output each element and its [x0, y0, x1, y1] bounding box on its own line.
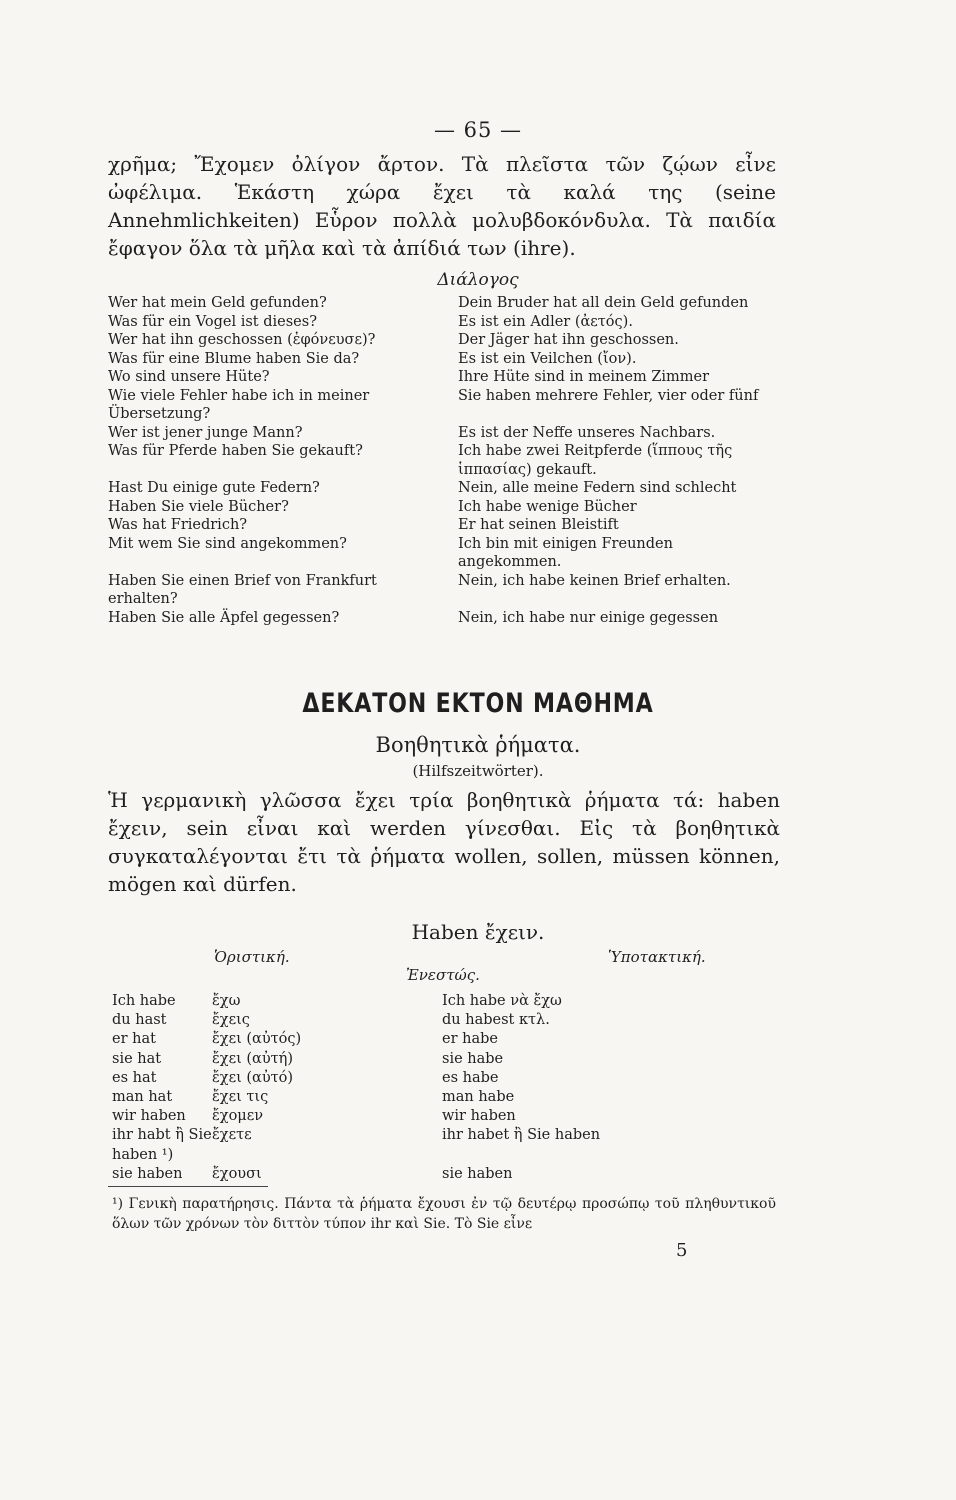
- dialogue-question: Was hat Friedrich?: [108, 517, 248, 533]
- dialogue-answer: Es ist ein Adler (ἀετός).: [458, 313, 633, 330]
- conjugation-row: [112, 1011, 752, 1030]
- indicative-heading: Ὁριστική.: [214, 948, 290, 966]
- conjugation-german: sie haben: [112, 1165, 183, 1182]
- conjugation-german: ihr habt ἢ Sie haben ¹): [112, 1127, 212, 1163]
- dialogue-answer: Nein, ich habe nur einige gegessen: [458, 609, 719, 626]
- subjunctive-heading: Ὑποτακτική.: [608, 948, 706, 966]
- dialogue-question: Wer ist jener junge Mann?: [108, 424, 303, 441]
- dialogue-answer: Es ist der Neffe unseres Nachbars.: [458, 424, 716, 441]
- conjugation-subjunctive: man habe: [442, 1089, 515, 1106]
- signature-mark: 5: [676, 1240, 688, 1261]
- conjugation-german: Ich habe: [112, 993, 176, 1009]
- conjugation-subjunctive: sie habe: [442, 1050, 504, 1067]
- dialogue-row: [108, 516, 776, 535]
- dialogue-question: Was für eine Blume haben Sie da?: [108, 350, 360, 367]
- conjugation-subjunctive: Ich habe νὰ ἔχω: [442, 993, 562, 1009]
- conjugation-row: [112, 1030, 752, 1049]
- conjugation-subjunctive: er habe: [442, 1031, 498, 1048]
- footnote-rule: [108, 1186, 268, 1187]
- conjugation-greek: ἔχω: [212, 993, 241, 1009]
- conjugation-german: du hast: [112, 1012, 167, 1029]
- dialogue-answer: Nein, ich habe keinen Brief erhalten.: [458, 572, 731, 589]
- dialogue-answer: Ihre Hüte sind in meinem Zimmer: [458, 369, 710, 385]
- conjugation-subjunctive: ihr habet ἢ Sie haben: [442, 1127, 601, 1144]
- dialogue-question: Wie viele Fehler habe ich in meiner Übersetzung?: [108, 387, 370, 422]
- dialogue-row: [108, 479, 776, 498]
- dialogue-row: [108, 387, 776, 424]
- dialogue-row: [108, 535, 776, 572]
- conjugation-subjunctive: wir haben: [442, 1108, 516, 1125]
- conjugation-greek: ἔχεις: [212, 1012, 250, 1029]
- conjugation-row: [112, 1126, 752, 1164]
- conjugation-german: sie hat: [112, 1050, 162, 1067]
- dialogue-row: [108, 331, 776, 350]
- conjugation-subjunctive: es habe: [442, 1069, 499, 1086]
- conjugation-row: [112, 1050, 752, 1069]
- conjugation-german: wir haben: [112, 1108, 186, 1125]
- dialogue-row: [108, 294, 776, 313]
- dialogue-question: Haben Sie einen Brief von Frankfurt erhalten?: [108, 572, 377, 607]
- dialogue-answer: Es ist ein Veilchen (ἴον).: [458, 350, 637, 367]
- conjugation-greek: ἔχει (αὐτή): [212, 1050, 294, 1067]
- dialogue-question: Haben Sie viele Bücher?: [108, 498, 289, 515]
- lesson-subtitle-german: (Hilfszeitwörter).: [412, 762, 544, 780]
- conjugation-greek: ἔχετε: [212, 1127, 252, 1144]
- dialogue-row: [108, 424, 776, 443]
- dialogue-answer: Dein Bruder hat all dein Geld gefunden: [458, 295, 749, 311]
- dialogue-row: [108, 313, 776, 332]
- conjugation-row: [112, 1107, 752, 1126]
- dialogue-question: Wer hat ihn geschossen (ἐφόνευσε)?: [108, 332, 376, 348]
- dialogue-heading: Διάλογος: [437, 270, 519, 290]
- dialogue-answer: Nein, alle meine Federn sind schlecht: [458, 480, 737, 496]
- conjugation-subjunctive: sie haben: [442, 1165, 513, 1182]
- dialogue-row: [108, 572, 776, 609]
- footnote: ¹) Γενικὴ παρατήρησις. Πάντα τὰ ῥήματα ἔχουσι ἐν τῷ δευτέρῳ προσώπῳ τοῦ πληθυντικοῦ ὅλων τῶν χρόνων τὸν διττὸν τύπον ihr καὶ Sie. Τὸ Sie εἶνε: [112, 1196, 776, 1232]
- conjugation-greek: ἔχομεν: [212, 1108, 264, 1125]
- conjugation-greek: ἔχει (αὐτός): [212, 1031, 302, 1048]
- conjugation-table: [112, 992, 752, 1184]
- page-number: — 65 —: [433, 118, 523, 142]
- dialogue-answer: Der Jäger hat ihn geschossen.: [458, 332, 679, 348]
- conjugation-row: [112, 1165, 752, 1184]
- dialogue-answer: Ich habe zwei Reitpferde (ἵππους τῆς ἱππασίας) gekauft.: [458, 443, 733, 478]
- conjugation-row: [112, 1088, 752, 1107]
- lesson-title: ΔΕΚΑΤΟΝ ΕΚΤΟΝ ΜΑΘΗΜΑ: [302, 688, 654, 719]
- dialogue-answer: Ich habe wenige Bücher: [458, 498, 637, 515]
- conjugation-german: es hat: [112, 1069, 157, 1086]
- conjugation-heading: Haben ἔχειν.: [411, 920, 545, 944]
- conjugation-row: [112, 992, 752, 1011]
- dialogue-row: [108, 368, 776, 387]
- dialogue-row: [108, 350, 776, 369]
- dialogue-question: Mit wem Sie sind angekommen?: [108, 535, 347, 552]
- lesson-paragraph: Ἡ γερμανικὴ γλῶσσα ἔχει τρία βοηθητικὰ ῥήματα τά: haben ἔχειν, sein εἶναι καὶ werden γίνεσθαι. Εἰς τὰ βοηθητικὰ συγκαταλέγονται ἔτι τὰ ῥήματα wollen, sollen, müssen können, mögen καὶ dürfen.: [108, 788, 780, 896]
- conjugation-row: [112, 1069, 752, 1088]
- intro-paragraph: χρῆμα; Ἔχομεν ὀλίγον ἄρτον. Τὰ πλεῖστα τῶν ζῴων εἶνε ὠφέλιμα. Ἑκάστη χώρα ἔχει τὰ καλά της (seine Annehmlichkeiten) Εὗρον πολλὰ μολυβδοκόνδυλα. Τὰ παιδία ἔφαγον ὅλα τὰ μῆλα καὶ τὰ ἀπίδιά των (ihre).: [108, 152, 776, 260]
- dialogue-question: Hast Du einige gute Federn?: [108, 480, 320, 496]
- dialogue-question: Wo sind unsere Hüte?: [108, 369, 270, 385]
- conjugation-subjunctive: du habest κτλ.: [442, 1012, 550, 1029]
- conjugation-greek: ἔχουσι: [212, 1165, 262, 1182]
- dialogue-question: Haben Sie alle Äpfel gegessen?: [108, 609, 340, 626]
- dialogue-answer: Er hat seinen Bleistift: [458, 517, 619, 533]
- conjugation-greek: ἔχει (αὐτό): [212, 1069, 294, 1086]
- conjugation-greek: ἔχει τις: [212, 1089, 269, 1106]
- dialogue-answer: Sie haben mehrere Fehler, vier oder fünf: [458, 387, 759, 404]
- dialogue-question: Was für Pferde haben Sie gekauft?: [108, 443, 363, 459]
- dialogue-answer: Ich bin mit einigen Freunden angekommen.: [458, 535, 673, 570]
- lesson-subtitle: Βοηθητικὰ ῥήματα.: [375, 733, 581, 757]
- dialogue-question: Wer hat mein Geld gefunden?: [108, 295, 327, 311]
- tense-heading: Ἐνεστώς.: [406, 966, 480, 984]
- conjugation-german: er hat: [112, 1031, 156, 1048]
- dialogue-row: [108, 442, 776, 479]
- dialogue-row: [108, 498, 776, 517]
- dialogue-question: Was für ein Vogel ist dieses?: [108, 313, 317, 330]
- dialogue-table: [108, 294, 776, 627]
- dialogue-row: [108, 609, 776, 628]
- conjugation-german: man hat: [112, 1089, 173, 1106]
